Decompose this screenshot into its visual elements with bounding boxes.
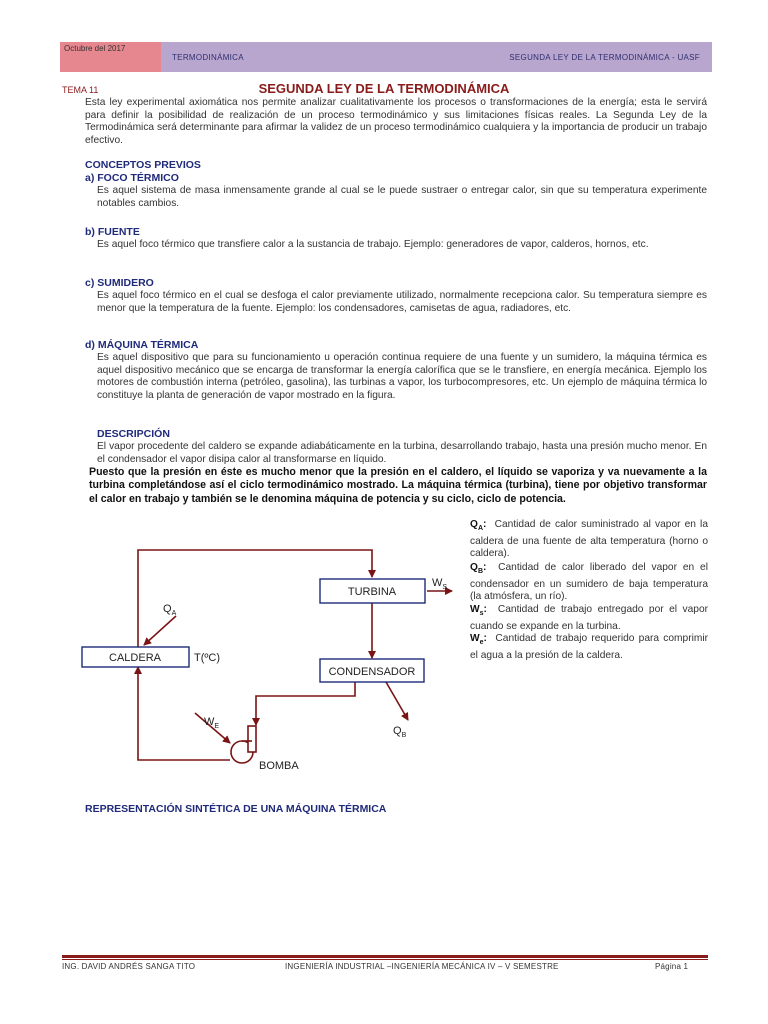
footer-divider bbox=[62, 955, 708, 958]
caldera-label: CALDERA bbox=[109, 652, 161, 664]
qb-arrow bbox=[386, 682, 408, 720]
we-label: $W_E$ bbox=[204, 716, 220, 730]
turbina-label: TURBINA bbox=[347, 586, 397, 598]
footer-author: ING. DAVID ANDRÉS SANGA TITO bbox=[62, 962, 196, 971]
bomba-pump-icon bbox=[231, 726, 256, 763]
header-topic: SEGUNDA LEY DE LA TERMODINÁMICA - UASF bbox=[509, 53, 700, 62]
qa-label: $Q_A$ bbox=[163, 603, 177, 617]
descripcion-heading: DESCRIPCIÓN bbox=[97, 428, 170, 440]
definition-we: $W_e$: Cantidad de trabajo requerido para comprimir el agua a la presión de la caldera. bbox=[470, 633, 708, 661]
section-heading-sumidero: c) SUMIDERO bbox=[85, 277, 154, 289]
descripcion-text: El vapor procedente del caldero se expande adiabáticamente en la turbina, desarrollando trabajo, hasta una presión mucho menor. En el condensador el vapor disipa calor al transformarse en líquido. bbox=[97, 441, 707, 465]
tema-label: TEMA 11 bbox=[62, 85, 99, 95]
header-date-band bbox=[60, 42, 161, 72]
footer-divider-thin bbox=[62, 959, 708, 960]
representacion-heading: REPRESENTACIÓN SINTÉTICA DE UNA MÁQUINA TÉRMICA bbox=[85, 803, 387, 815]
pipe-bomba-caldera bbox=[138, 667, 230, 760]
header-date: Octubre del 2017 bbox=[64, 44, 126, 53]
footer-page-number: Página 1 bbox=[655, 962, 689, 971]
section-text-foco: Es aquel sistema de masa inmensamente grande al cual se le puede sustraer o entregar calor, sin que su temperatura experimente notables cambios. bbox=[97, 185, 707, 209]
section-heading-foco: a) FOCO TÉRMICO bbox=[85, 172, 179, 184]
qa-arrow bbox=[144, 616, 176, 645]
intro-paragraph: Esta ley experimental axiomática nos permite analizar cualitativamente los procesos o transformaciones de la energía; esta le servirá para definir la posibilidad de realización de un proceso termodinámico y sus limitaciones físicas reales. La Segunda Ley de la Termodinámica será determinante para afirmar la validez de un proceso termodinámico cualquiera y la importancia de producir un trabajo efectivo. bbox=[85, 97, 707, 146]
power-cycle-diagram bbox=[70, 520, 470, 790]
definition-ws: $W_s$: Cantidad de trabajo entregado por el vapor cuando se expande en la turbina. bbox=[470, 604, 708, 632]
header-band bbox=[161, 42, 712, 72]
definition-qb: $Q_B$: Cantidad de calor liberado del vapor en el condensador en un sumidero de baja temperatura (la atmósfera, un río). bbox=[470, 562, 708, 603]
qb-label: $Q_B$ bbox=[393, 725, 407, 739]
pipe-condensador-bomba bbox=[256, 682, 355, 725]
section-text-fuente: Es aquel foco térmico que transfiere calor a la sustancia de trabajo. Ejemplo: generadores de vapor, calderos, hornos, etc. bbox=[97, 239, 649, 250]
temp-label: T(ºC) bbox=[194, 652, 221, 664]
bomba-label: BOMBA bbox=[259, 760, 299, 772]
descripcion-bold: Puesto que la presión en éste es mucho menor que la presión en el caldero, el líquido se vaporiza y va nuevamente a la turbina completándose así el ciclo termodinámico mostrado. La máquina térmica (turbina), tiene por objetivo transformar el calor en trabajo y también se le denomina máquina de potencia y su ciclo, ciclo de potencia. bbox=[89, 466, 707, 505]
section-heading-fuente: b) FUENTE bbox=[85, 226, 140, 238]
ws-label: $W_S$ bbox=[432, 577, 448, 591]
footer-program: INGENIERÍA INDUSTRIAL –INGENIERÍA MECÁNICA IV – V SEMESTRE bbox=[285, 962, 559, 971]
header-subject: TERMODINÁMICA bbox=[172, 53, 244, 62]
condensador-label: CONDENSADOR bbox=[328, 666, 416, 678]
definition-qa: $Q_A$: Cantidad de calor suministrado al vapor en la caldera de una fuente de alta temperatura (horno o caldera). bbox=[470, 519, 708, 560]
page-title: SEGUNDA LEY DE LA TERMODINÁMICA bbox=[258, 81, 510, 96]
section-text-maquina: Es aquel dispositivo que para su funcionamiento u operación continua requiere de una fuente y un sumidero, la máquina térmica es aquel dispositivo mecánico que se encarga de transformar la energía calorífica que se le transfiere, en energía mecánica. Ejemplo los motores de combustión interna (petróleo, gasolina), las turbinas a vapor, los turbocompresores, etc. Un ejemplo de máquina térmica lo constituye la planta de generación de vapor mostrado en la figura. bbox=[97, 352, 707, 401]
section-text-sumidero: Es aquel foco térmico en el cual se desfoga el calor previamente utilizado, normalmente recepciona calor. Su temperatura siempre es menor que la temperatura de la fuente. Ejemplo: los condensadores, camisetas de agua, radiadores, etc. bbox=[97, 290, 707, 314]
conceptos-heading: CONCEPTOS PREVIOS bbox=[85, 159, 201, 171]
section-heading-maquina: d) MÁQUINA TÉRMICA bbox=[85, 339, 199, 351]
